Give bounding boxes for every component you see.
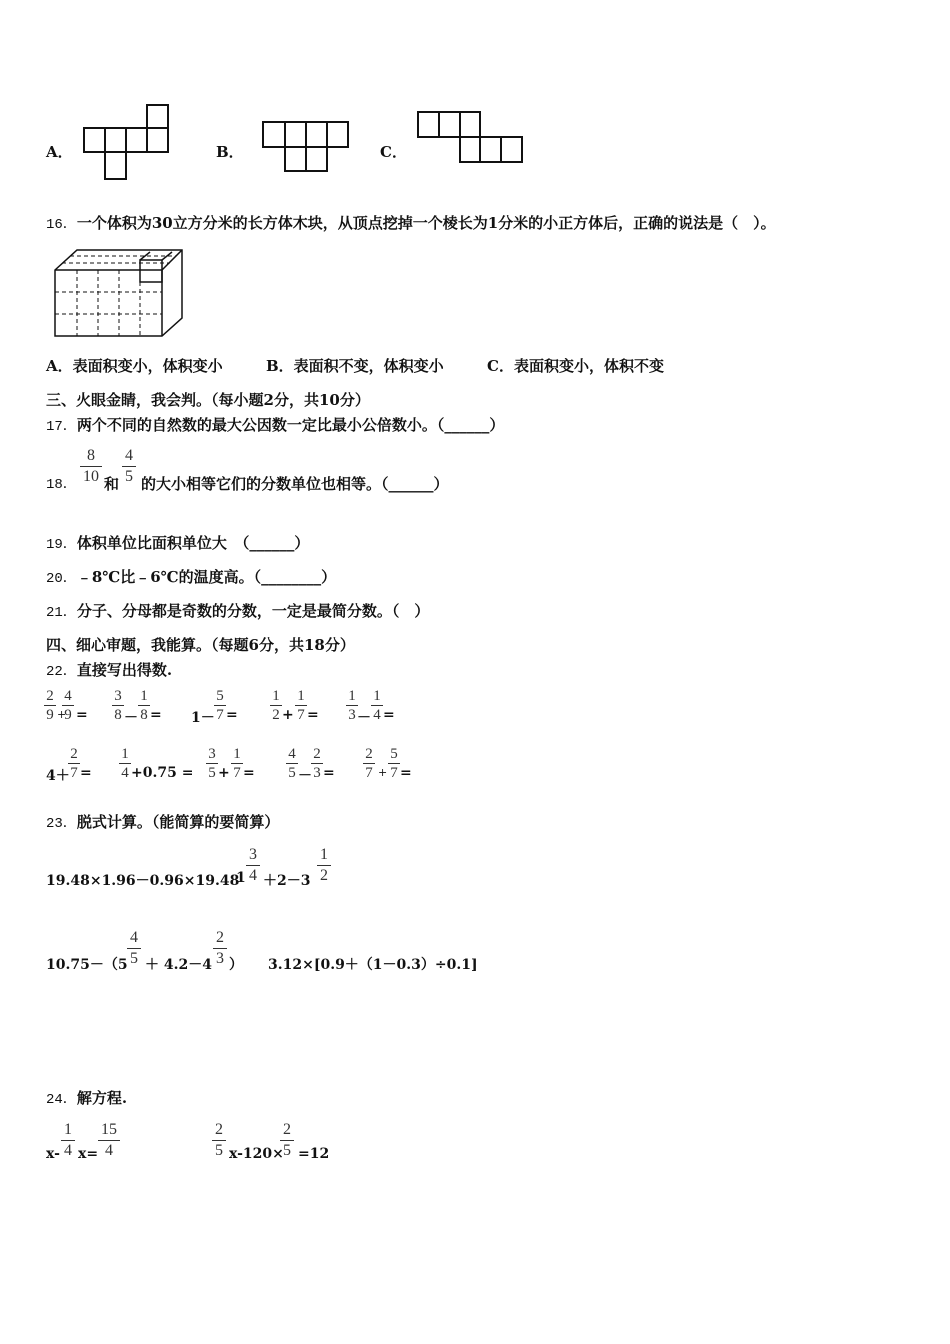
question-text: 的大小相等它们的分数单位也相等。（______） xyxy=(141,475,449,493)
expression-1: 19.48×1.96－0.96×19.48 xyxy=(46,873,240,889)
question-text: 分子、分母都是奇数的分数，一定是最简分数。（ ） xyxy=(76,602,430,620)
equals: = xyxy=(76,707,88,723)
denominator: 10 xyxy=(83,468,99,485)
fraction: 2 3 xyxy=(311,746,323,781)
question-number: 18． xyxy=(46,477,77,493)
question-20 xyxy=(46,566,336,587)
question-number: 19． xyxy=(46,537,77,553)
fraction: 1 3 xyxy=(346,688,358,723)
fraction: 5 7 xyxy=(214,688,226,723)
question-24 xyxy=(46,1087,127,1108)
question-18 xyxy=(46,473,77,493)
question-16 xyxy=(46,212,776,233)
equation-2-mid: x-120× xyxy=(229,1146,284,1162)
question-text: ﹣8℃比﹣6℃的温度高。（________） xyxy=(76,568,337,586)
equals: = xyxy=(226,707,238,723)
question-text: 两个不同的自然数的最大公因数一定比最小公倍数小。（______） xyxy=(76,416,505,434)
equation-1-mid: x= xyxy=(78,1146,99,1162)
fraction: 1 4 xyxy=(371,688,383,723)
fraction-8-10 xyxy=(80,447,102,486)
expression-2-whole: 1 xyxy=(236,870,246,886)
fraction: 1 4 xyxy=(119,746,131,781)
question-17 xyxy=(46,414,504,435)
operator: + xyxy=(218,765,230,781)
numerator: 4 xyxy=(125,447,133,464)
equals: = xyxy=(400,765,412,781)
question-number: 16． xyxy=(46,217,77,233)
fraction: 2 7 xyxy=(363,746,375,781)
operator: + xyxy=(282,707,294,723)
operator: － xyxy=(357,710,371,726)
question-23 xyxy=(46,811,279,832)
operator: + xyxy=(378,766,388,779)
fraction: 3 4 xyxy=(246,846,260,885)
fraction-4-5 xyxy=(122,447,136,486)
fraction: 2 9 xyxy=(44,688,56,723)
operator: － xyxy=(298,768,312,784)
cube-net-a xyxy=(82,104,172,184)
equals: = xyxy=(243,765,255,781)
postfix: +0.75 = xyxy=(131,765,194,781)
question-number: 24． xyxy=(46,1092,77,1108)
fraction: 4 5 xyxy=(286,746,298,781)
operator: － xyxy=(124,710,138,726)
expression-2-mid: ＋2－3 xyxy=(263,873,311,889)
section-4-title: 四、细心审题，我能算。（每题6分，共18分） xyxy=(46,636,355,654)
expression-3-mid: ＋ 4.2－4 xyxy=(145,957,212,973)
question-text: 解方程. xyxy=(76,1089,128,1107)
option-c-label: C． xyxy=(380,143,407,161)
equals: = xyxy=(307,707,319,723)
fraction: 1 7 xyxy=(231,746,243,781)
cube-net-b xyxy=(262,120,352,176)
equals: = xyxy=(150,707,162,723)
fraction: 5 7 xyxy=(388,746,400,781)
question-22 xyxy=(46,659,172,680)
fraction: 4 9 xyxy=(62,688,74,723)
equation-2-end: =12 xyxy=(298,1146,330,1162)
section-3-title: 三、火眼金睛，我会判。（每小题2分，共10分） xyxy=(46,391,370,409)
fraction: 1 7 xyxy=(295,688,307,723)
fraction: 1 2 xyxy=(317,846,331,885)
fraction: 2 3 xyxy=(213,929,227,968)
question-number: 21． xyxy=(46,605,77,621)
prefix: 4＋ xyxy=(46,768,70,784)
expression-4: 3.12×[0.9＋（1－0.3）÷0.1] xyxy=(268,957,478,973)
question-number: 23． xyxy=(46,816,77,832)
question-text: 体积单位比面积单位大 （______） xyxy=(76,534,310,552)
question-19 xyxy=(46,532,309,553)
numerator: 8 xyxy=(87,447,95,464)
fraction: 2 7 xyxy=(68,746,80,781)
and-text: 和 xyxy=(104,475,120,493)
question-number: 20． xyxy=(46,571,77,587)
expression-3-end: ） xyxy=(229,957,243,973)
question-text: 一个体积为30立方分米的长方体木块，从顶点挖掉一个棱长为1分米的小正方体后，正确的说法是（ ）。 xyxy=(76,214,776,232)
fraction: 15 4 xyxy=(98,1121,120,1160)
question-21 xyxy=(46,600,429,621)
equation-1-start: x- xyxy=(46,1146,60,1162)
equals: = xyxy=(80,765,92,781)
fraction: 2 5 xyxy=(280,1121,294,1160)
option-a-label: A． xyxy=(46,143,73,161)
denominator: 5 xyxy=(125,468,133,485)
fraction: 1 4 xyxy=(61,1121,75,1160)
option-b-label: B． xyxy=(216,143,244,161)
prefix: 1－ xyxy=(191,710,215,726)
q16-option-c: C．表面积变小，体积不变 xyxy=(487,357,664,375)
fraction: 3 8 xyxy=(112,688,124,723)
cuboid-figure xyxy=(52,248,184,340)
question-text: 脱式计算。（能简算的要简算） xyxy=(76,813,280,831)
q16-option-a: A．表面积变小，体积变小 xyxy=(46,357,223,375)
fraction: 2 5 xyxy=(212,1121,226,1160)
expression-3-start: 10.75－（5 xyxy=(46,957,128,973)
operator: + xyxy=(57,708,67,721)
fraction: 4 5 xyxy=(127,929,141,968)
question-number: 17． xyxy=(46,419,77,435)
fraction: 1 2 xyxy=(270,688,282,723)
cube-net-c xyxy=(416,110,526,166)
question-number: 22． xyxy=(46,664,77,680)
fraction: 1 8 xyxy=(138,688,150,723)
equals: = xyxy=(323,765,335,781)
question-text: 直接写出得数. xyxy=(76,661,173,679)
fraction: 3 5 xyxy=(206,746,218,781)
equals: = xyxy=(383,707,395,723)
q16-option-b: B．表面积不变，体积变小 xyxy=(266,357,444,375)
